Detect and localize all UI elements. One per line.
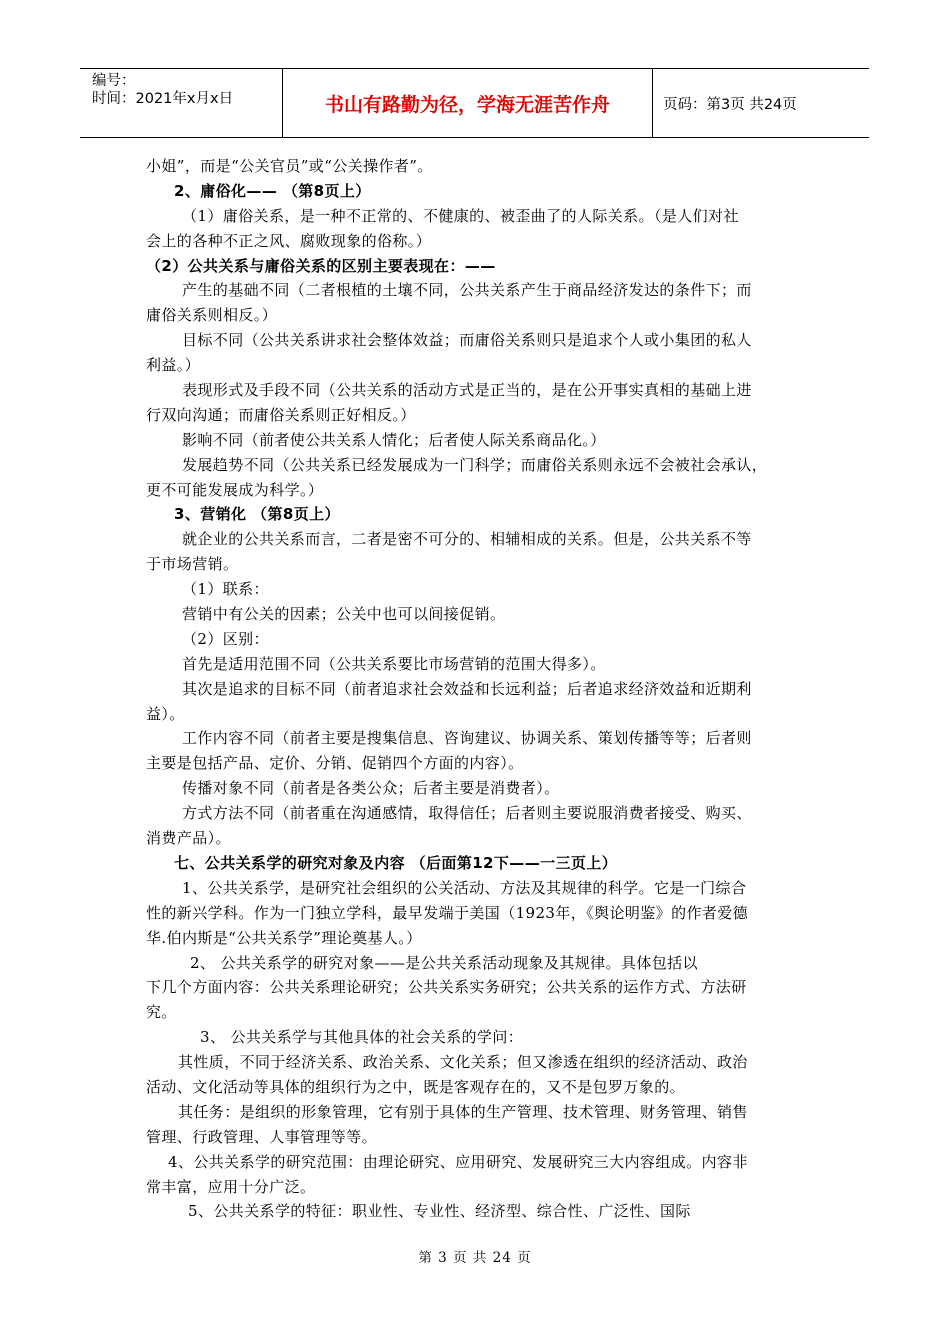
header-motto: 书山有路勤为径，学海无涯苦作舟 — [283, 69, 653, 137]
text-line: （1）庸俗关系，是一种不正常的、不健康的、被歪曲了的人际关系。（是人们对社 — [182, 206, 739, 225]
text-line: 小姐”，而是“公关官员”或“公关操作者”。 — [146, 157, 433, 175]
text-line: 其性质，不同于经济关系、政治关系、文化关系；但又渗透在组织的经济活动、政治 — [178, 1053, 748, 1072]
text-line: 发展趋势不同（公共关系已经发展成为一门科学；而庸俗关系则永远不会被社会承认， — [182, 455, 768, 474]
text-line: 产生的基础不同（二者根植的土壤不同，公共关系产生于商品经济发达的条件下；而 — [182, 281, 752, 300]
text-line: 消费产品）。 — [146, 829, 231, 848]
text-line: 管理、行政管理、人事管理等等。 — [146, 1127, 378, 1146]
text-line: 行双向沟通；而庸俗关系则正好相反。） — [146, 405, 416, 424]
text-line: 传播对象不同（前者是各类公众；后者主要是消费者）。 — [182, 779, 560, 798]
text-line: 首先是适用范围不同（公共关系要比市场营销的范围大得多）。 — [182, 654, 606, 673]
page-footer: 第 3 页 共 24 页 — [418, 1250, 532, 1266]
text-line: 方式方法不同（前者重在沟通感情，取得信任；后者则主要说服消费者接受、购买、 — [182, 804, 752, 823]
text-line: 常丰富，应用十分广泛。 — [146, 1177, 316, 1196]
text-line: 会上的各种不正之风、腐败现象的俗称。） — [146, 231, 432, 250]
header-page-number: 页码：第3页 共24页 — [663, 96, 797, 113]
text-line: （2）区别： — [182, 629, 269, 648]
text-line: 2、 公共关系学的研究对象——是公共关系活动现象及其规律。具体包括以 — [190, 953, 698, 972]
text-line: 下几个方面内容：公共关系理论研究；公共关系实务研究；公共关系的运作方式、方法研 — [146, 978, 747, 997]
text-line: 主要是包括产品、定价、分销、促销四个方面的内容）。 — [146, 754, 524, 773]
text-line: 性的新兴学科。作为一门独立学科，最早发端于美国（1923年，《舆论明鉴》的作者爱德 — [146, 903, 749, 922]
text-line: 利益。） — [146, 356, 201, 375]
text-line: 5、公共关系学的特征：职业性、专业性、经济型、综合性、广泛性、国际 — [188, 1202, 691, 1221]
text-line: 庸俗关系则相反。） — [146, 306, 278, 325]
header-meta — [80, 69, 283, 137]
text-line: 3、 公共关系学与其他具体的社会关系的学问： — [200, 1028, 524, 1047]
text-line: 益）。 — [146, 704, 185, 723]
text-line: 更不可能发展成为科学。） — [146, 480, 324, 499]
section-heading: （2）公共关系与庸俗关系的区别主要表现在：—— — [146, 256, 496, 275]
text-line: 究。 — [146, 1003, 177, 1022]
date-label: 时间：2021年x月x日 — [92, 91, 234, 107]
text-line: 4、公共关系学的研究范围：由理论研究、应用研究、发展研究三大内容组成。内容非 — [168, 1152, 748, 1171]
text-line: 于市场营销。 — [146, 555, 239, 574]
text-line: 华.伯内斯是“公共关系学”理论奠基人。） — [146, 928, 422, 947]
page-header — [80, 68, 869, 138]
text-line: 影响不同（前者使公共关系人情化；后者使人际关系商品化。） — [182, 430, 606, 449]
section-heading: 七、公共关系学的研究对象及内容 （后面第12下——一三页上） — [174, 853, 618, 872]
section-heading: 3、营销化 （第8页上） — [174, 505, 340, 524]
text-line: 其任务：是组织的形象管理，它有别于具体的生产管理、技术管理、财务管理、销售 — [178, 1102, 748, 1121]
document-number-label: 编号： — [92, 73, 136, 89]
text-line: 目标不同（公共关系讲求社会整体效益；而庸俗关系则只是追求个人或小集团的私人 — [182, 331, 752, 350]
text-line: 工作内容不同（前者主要是搜集信息、咨询建议、协调关系、策划传播等等；后者则 — [182, 729, 752, 748]
text-line: 1、公共关系学，是研究社会组织的公关活动、方法及其规律的科学。它是一门综合 — [182, 878, 747, 897]
text-line: 表现形式及手段不同（公共关系的活动方式是正当的，是在公开事实真相的基础上进 — [182, 381, 752, 400]
text-line: 就企业的公共关系而言，二者是密不可分的、相辅相成的关系。但是，公共关系不等 — [182, 530, 752, 549]
text-line: （1）联系： — [182, 580, 269, 599]
text-line: 活动、文化活动等具体的组织行为之中，既是客观存在的，又不是包罗万象的。 — [146, 1077, 686, 1096]
text-line: 营销中有公关的因素；公关中也可以间接促销。 — [182, 605, 506, 624]
section-heading: 2、庸俗化—— （第8页上） — [174, 181, 371, 200]
text-line: 其次是追求的目标不同（前者追求社会效益和长远利益；后者追求经济效益和近期利 — [182, 679, 752, 698]
document-body — [146, 154, 818, 1224]
